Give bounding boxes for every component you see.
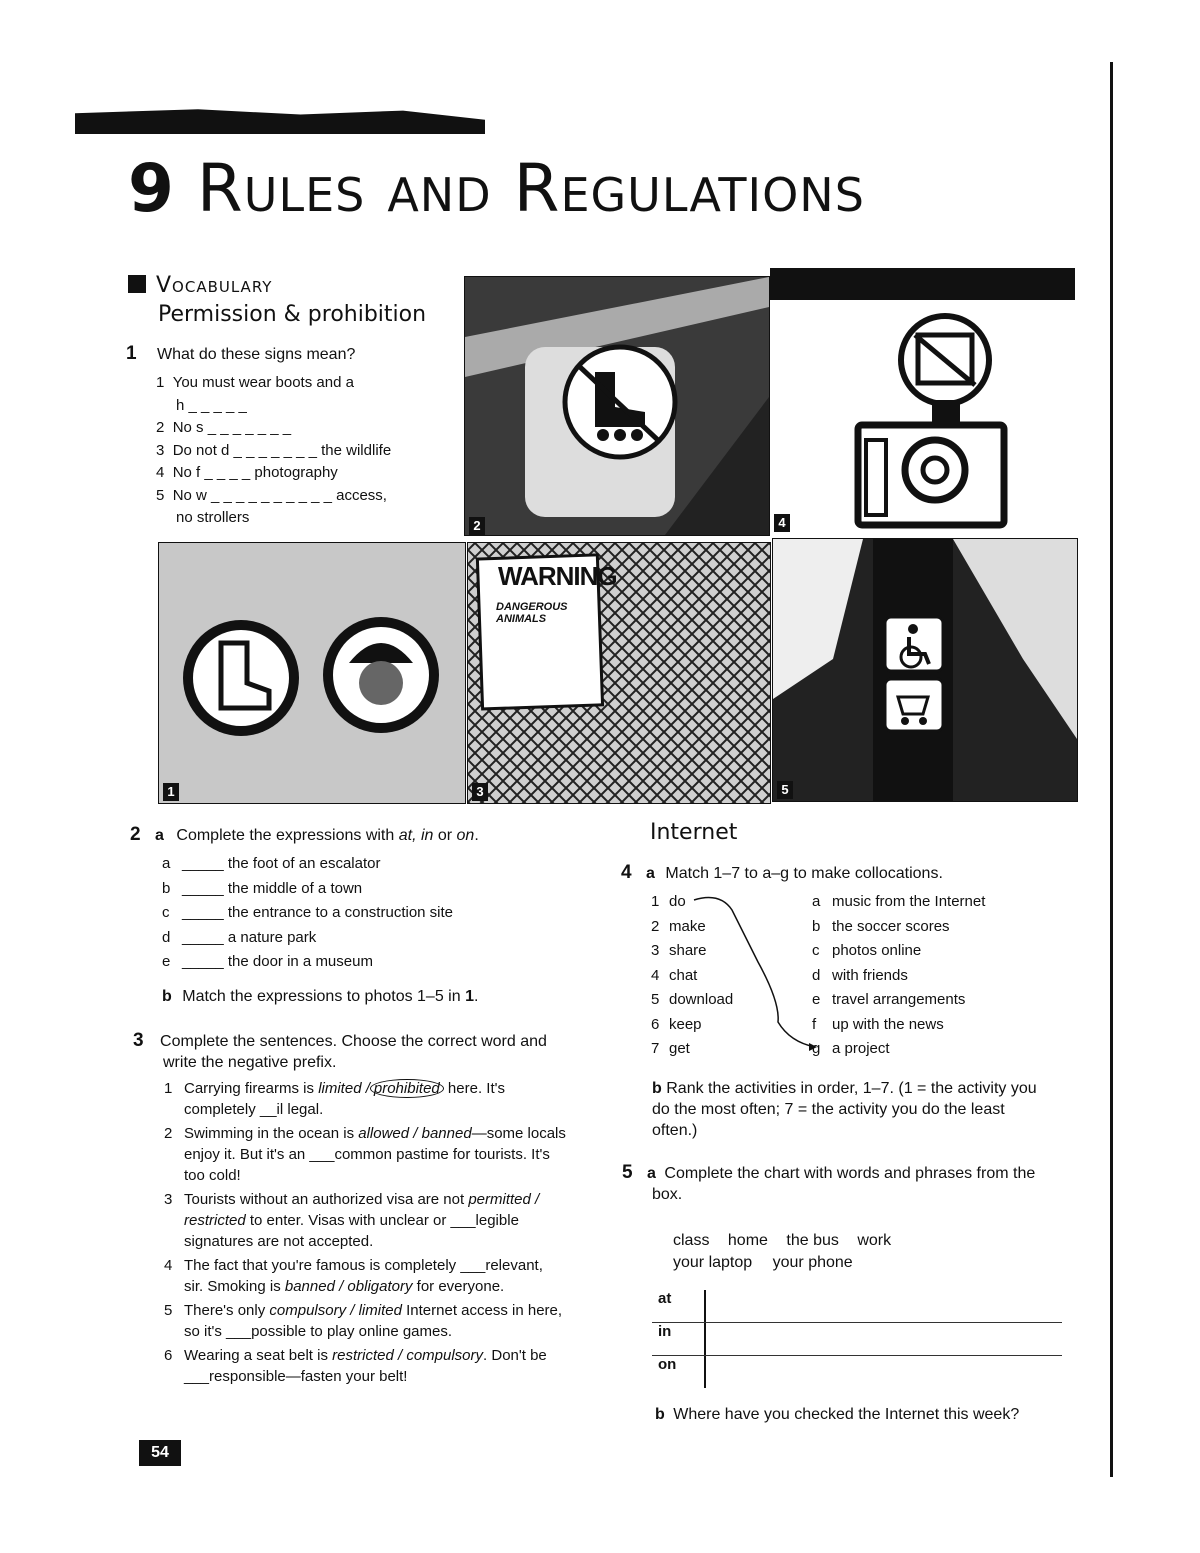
ex4-b bbox=[652, 1078, 1037, 1141]
ex1-question: What do these signs mean? bbox=[157, 346, 356, 363]
list-item: 1 do bbox=[651, 893, 686, 910]
ex4-a-label: a bbox=[646, 865, 655, 882]
ex1-number: 1 bbox=[126, 343, 137, 364]
ex2-a-label: a bbox=[155, 827, 164, 844]
photo-4 bbox=[770, 268, 1075, 534]
ex5-number: 5 bbox=[622, 1162, 633, 1183]
ex5-b-text: Where have you checked the Internet this week? bbox=[673, 1406, 1020, 1423]
warning-sign-subtitle: DANGEROUS ANIMALS bbox=[496, 601, 568, 625]
ex4-heading bbox=[621, 862, 943, 884]
section-heading bbox=[128, 273, 272, 298]
list-item: 2 make bbox=[651, 917, 706, 935]
photo-tag: 5 bbox=[777, 781, 793, 799]
list-item: 2 No s _ _ _ _ _ _ _ bbox=[156, 419, 292, 436]
ex2-a-text: Complete the expressions with bbox=[176, 827, 399, 844]
chart-row: on bbox=[652, 1356, 1062, 1388]
page-edge-rule bbox=[1110, 62, 1113, 1477]
ex2-b-text: Match the expressions to photos 1–5 in bbox=[182, 988, 466, 1005]
ex4-a-text: Match 1–7 to a–g to make collocations. bbox=[665, 865, 943, 882]
ex3-instruction: Complete the sentences. Choose the correct word and bbox=[160, 1033, 547, 1050]
list-item: 6 Wearing a seat belt is restricted / compulsory. Don't be ___responsible—fasten your belt! bbox=[164, 1347, 547, 1385]
word-box bbox=[673, 1230, 891, 1274]
internet-heading: Internet bbox=[650, 820, 738, 845]
ex4-right-list bbox=[812, 890, 985, 1062]
photo-tag: 3 bbox=[472, 783, 488, 801]
list-item: 6 keep bbox=[651, 1015, 702, 1033]
chart-row: at bbox=[652, 1290, 1062, 1323]
list-item: f up with the news bbox=[812, 1015, 944, 1033]
ex2-a-end: . bbox=[474, 827, 479, 844]
circled-answer: prohibited bbox=[370, 1079, 444, 1098]
no-rollerblading-sign-icon bbox=[465, 277, 769, 535]
ex3-instruction-2: write the negative prefix. bbox=[163, 1054, 337, 1071]
ex4-b-text-2: do the most often; 7 = the activity you do the least bbox=[652, 1101, 1005, 1118]
ex2-b-ref: 1 bbox=[465, 988, 474, 1005]
ex4-number: 4 bbox=[621, 862, 632, 883]
unit-title-text: Rules and Regulations bbox=[196, 150, 865, 227]
ex1-block bbox=[126, 343, 355, 365]
list-item: 3 share bbox=[651, 942, 707, 959]
page-number: 54 bbox=[139, 1440, 181, 1466]
ex2-b bbox=[162, 988, 478, 1006]
ex2-a-words: at, in bbox=[398, 827, 434, 844]
ex3-list bbox=[164, 1078, 566, 1387]
list-item: 1 You must wear boots and a bbox=[156, 374, 354, 391]
no-flash-camera-icon bbox=[770, 300, 1075, 534]
ex4-b-label: b bbox=[652, 1080, 662, 1097]
ex5-a-text: Complete the chart with words and phrases from the bbox=[664, 1165, 1036, 1182]
box-word: the bus bbox=[786, 1232, 839, 1249]
ex2-number: 2 bbox=[130, 824, 141, 845]
list-item: h _ _ _ _ _ bbox=[176, 396, 247, 414]
list-item: 5 There's only compulsory / limited Internet access in here, so it's ___possible to play online games. bbox=[164, 1302, 563, 1340]
ex5-a-label: a bbox=[647, 1165, 656, 1182]
photo-3 bbox=[467, 542, 771, 804]
list-item: e _____ the door in a museum bbox=[162, 953, 373, 970]
list-item: d with friends bbox=[812, 966, 908, 984]
ex2-b-end: . bbox=[473, 988, 479, 1005]
collocation-chart bbox=[652, 1290, 1062, 1388]
list-item: 5 download bbox=[651, 991, 734, 1008]
warning-sign-title: WARNING bbox=[498, 561, 617, 591]
photo-tag: 1 bbox=[163, 783, 179, 801]
list-item: b the soccer scores bbox=[812, 917, 950, 935]
ex2-b-label: b bbox=[162, 988, 172, 1005]
unit-number: 9 bbox=[128, 150, 175, 227]
box-word: home bbox=[727, 1232, 768, 1249]
ex2-heading bbox=[130, 824, 479, 846]
ex5-heading bbox=[622, 1162, 1035, 1205]
list-item: b _____ the middle of a town bbox=[162, 879, 363, 897]
ex2-list bbox=[162, 852, 453, 975]
ex1-list bbox=[156, 372, 391, 530]
list-item: 4 The fact that you're famous is completely ___relevant, sir. Smoking is banned / obligatory for everyone. bbox=[164, 1257, 543, 1295]
list-item: c photos online bbox=[812, 942, 922, 959]
ex3-heading bbox=[133, 1030, 547, 1073]
list-item: 1 Carrying firearms is limited / prohibited here. It's completely __il legal. bbox=[164, 1080, 505, 1118]
list-item: 3 Tourists without an authorized visa are not permitted / restricted to enter. Visas with unclear or ___legible signatures are not accepted. bbox=[164, 1191, 540, 1250]
list-item: 3 Do not d _ _ _ _ _ _ _ the wildlife bbox=[156, 441, 392, 459]
list-item: a music from the Internet bbox=[812, 893, 986, 910]
ex4-b-text: Rank the activities in order, 1–7. (1 = the activity you bbox=[666, 1080, 1037, 1097]
photo-1 bbox=[158, 542, 466, 804]
list-item: 5 No w _ _ _ _ _ _ _ _ _ _ access, bbox=[156, 486, 387, 504]
ex4-b-text-3: often.) bbox=[652, 1122, 698, 1139]
box-word: work bbox=[857, 1232, 892, 1249]
list-item: 4 No f _ _ _ _ photography bbox=[156, 464, 338, 481]
list-item: e travel arrangements bbox=[812, 991, 966, 1008]
section-square-icon bbox=[128, 275, 146, 293]
photo-tag: 4 bbox=[774, 514, 790, 532]
box-word: class bbox=[673, 1232, 710, 1249]
wheelchair-stroller-sign-icon bbox=[773, 539, 1077, 801]
list-item: a _____ the foot of an escalator bbox=[162, 855, 381, 872]
ex5-b-label: b bbox=[655, 1406, 665, 1423]
ex3-number: 3 bbox=[133, 1030, 144, 1051]
section-subtitle: Permission & prohibition bbox=[158, 302, 427, 327]
photo-tag: 2 bbox=[469, 517, 485, 535]
list-item: d _____ a nature park bbox=[162, 928, 317, 946]
header-decoration-bar bbox=[75, 108, 485, 134]
list-item: 7 get bbox=[651, 1040, 690, 1057]
ex5-a-text-2: box. bbox=[652, 1186, 683, 1203]
photo-2 bbox=[464, 276, 770, 536]
list-item: 4 chat bbox=[651, 966, 698, 984]
ex2-a-word3: on bbox=[456, 827, 475, 844]
ex5-b bbox=[655, 1406, 1019, 1424]
list-item: 2 Swimming in the ocean is allowed / banned—some locals enjoy it. But it's an ___common pastime for tourists. It's too cold! bbox=[164, 1125, 566, 1184]
photo-4-banner bbox=[770, 268, 1075, 300]
box-word: your phone bbox=[772, 1254, 853, 1271]
photo-5 bbox=[772, 538, 1078, 802]
box-word: your laptop bbox=[673, 1254, 753, 1271]
chart-row: in bbox=[652, 1323, 1062, 1356]
list-item: no strollers bbox=[176, 509, 250, 526]
list-item: g a project bbox=[812, 1040, 890, 1057]
list-item: c _____ the entrance to a construction site bbox=[162, 904, 454, 921]
safety-signs-icon bbox=[159, 543, 465, 803]
unit-title bbox=[128, 150, 865, 227]
ex2-a-or: or bbox=[433, 827, 457, 844]
section-label: Vocabulary bbox=[156, 273, 273, 298]
match-example-curve bbox=[690, 892, 820, 1062]
